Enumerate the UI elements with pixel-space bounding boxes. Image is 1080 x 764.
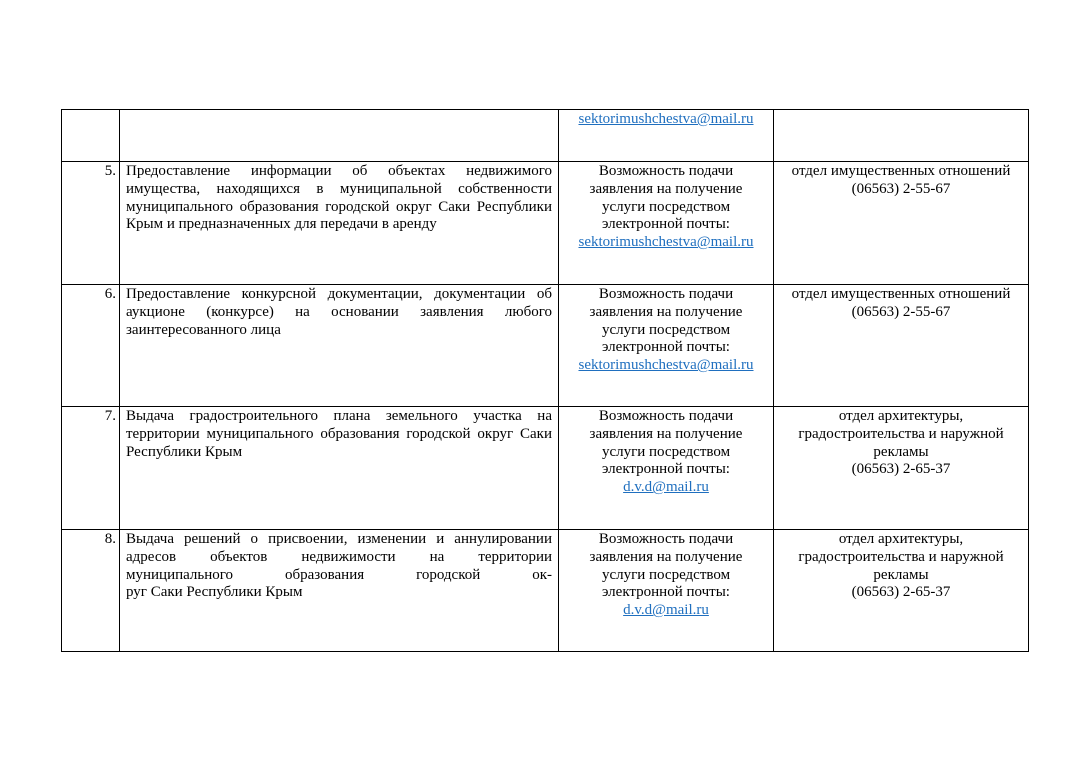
submission-mode-text: заявления на получение	[589, 548, 743, 565]
submission-mode-text: услуги посредством	[601, 198, 731, 215]
submission-mode-cell	[559, 530, 774, 652]
number-cell	[62, 110, 120, 162]
service-name-line: руг Саки Республики Крым	[126, 584, 303, 601]
department-phone: (06563) 2-55-67	[851, 180, 951, 197]
service-name: Выдача градостроительного плана земельного участка на территории муниципального образования городской округ Саки Республики Крым	[120, 407, 559, 530]
table-row	[62, 407, 1029, 530]
services-table	[61, 109, 1029, 652]
row-number: 8.	[62, 530, 120, 652]
department-name: градостроительства и наружной	[798, 425, 1004, 442]
department-name: градостроительства и наружной	[798, 548, 1004, 565]
submission-mode-text: Возможность подачи	[598, 163, 734, 179]
submission-mode-text: услуги посредством	[601, 321, 731, 338]
department-cell	[774, 407, 1029, 530]
submission-mode-cell	[559, 285, 774, 407]
service-name-line: Выдача решений о присвоении, изменении и аннулировании	[126, 531, 552, 547]
submission-mode-text: заявления на получение	[589, 425, 743, 442]
email-link[interactable]: d.v.d@mail.ru	[623, 602, 709, 619]
submission-mode-cell	[559, 110, 774, 162]
service-name-line: муниципального образования городской ок-	[126, 566, 552, 583]
email-link[interactable]: sektorimushchestva@mail.ru	[578, 234, 754, 251]
submission-mode-text: Возможность подачи	[598, 408, 734, 424]
submission-mode-cell	[559, 162, 774, 285]
table-row	[62, 530, 1029, 652]
submission-mode-text: электронной почты:	[602, 461, 730, 478]
service-name	[120, 530, 559, 652]
service-name-cell	[120, 110, 559, 162]
department-phone: (06563) 2-65-37	[851, 461, 951, 478]
submission-mode-text: заявления на получение	[589, 303, 743, 320]
department-name: рекламы	[873, 566, 929, 583]
department-phone: (06563) 2-65-37	[851, 584, 951, 601]
department-name: рекламы	[873, 443, 929, 460]
submission-mode-text: Возможность подачи	[598, 531, 734, 547]
submission-mode-text: электронной почты:	[602, 584, 730, 601]
table-row-continuation	[62, 110, 1029, 162]
row-number: 6.	[62, 285, 120, 407]
department-phone: (06563) 2-55-67	[851, 303, 951, 320]
department-cell	[774, 162, 1029, 285]
row-number: 7.	[62, 407, 120, 530]
submission-mode-text: Возможность подачи	[598, 286, 734, 302]
table-row	[62, 285, 1029, 407]
department-name: отдел имущественных отношений	[791, 286, 1011, 302]
email-link[interactable]: d.v.d@mail.ru	[623, 479, 709, 496]
service-name: Предоставление конкурсной документации, документации об аукционе (конкурсе) на основании заявления любого заинтересованного лица	[120, 285, 559, 407]
submission-mode-cell	[559, 407, 774, 530]
submission-mode-text: заявления на получение	[589, 180, 743, 197]
email-link[interactable]: sektorimushchestva@mail.ru	[578, 111, 754, 127]
submission-mode-text: услуги посредством	[601, 443, 731, 460]
submission-mode-text: электронной почты:	[602, 339, 730, 356]
service-name: Предоставление информации об объектах недвижимого имущества, находящихся в муниципальной собственности муниципального образования городской округ Саки Республики Крым и предназначенных для передачи в аренду	[120, 162, 559, 285]
department-cell	[774, 110, 1029, 162]
department-name: отдел архитектуры,	[838, 408, 964, 424]
service-name-line: адресов объектов недвижимости на территории	[126, 548, 552, 565]
department-name: отдел имущественных отношений	[791, 163, 1011, 179]
submission-mode-text: электронной почты:	[602, 216, 730, 233]
table-row	[62, 162, 1029, 285]
row-number: 5.	[62, 162, 120, 285]
department-cell	[774, 530, 1029, 652]
department-name: отдел архитектуры,	[838, 531, 964, 547]
department-cell	[774, 285, 1029, 407]
submission-mode-text: услуги посредством	[601, 566, 731, 583]
email-link[interactable]: sektorimushchestva@mail.ru	[578, 357, 754, 374]
